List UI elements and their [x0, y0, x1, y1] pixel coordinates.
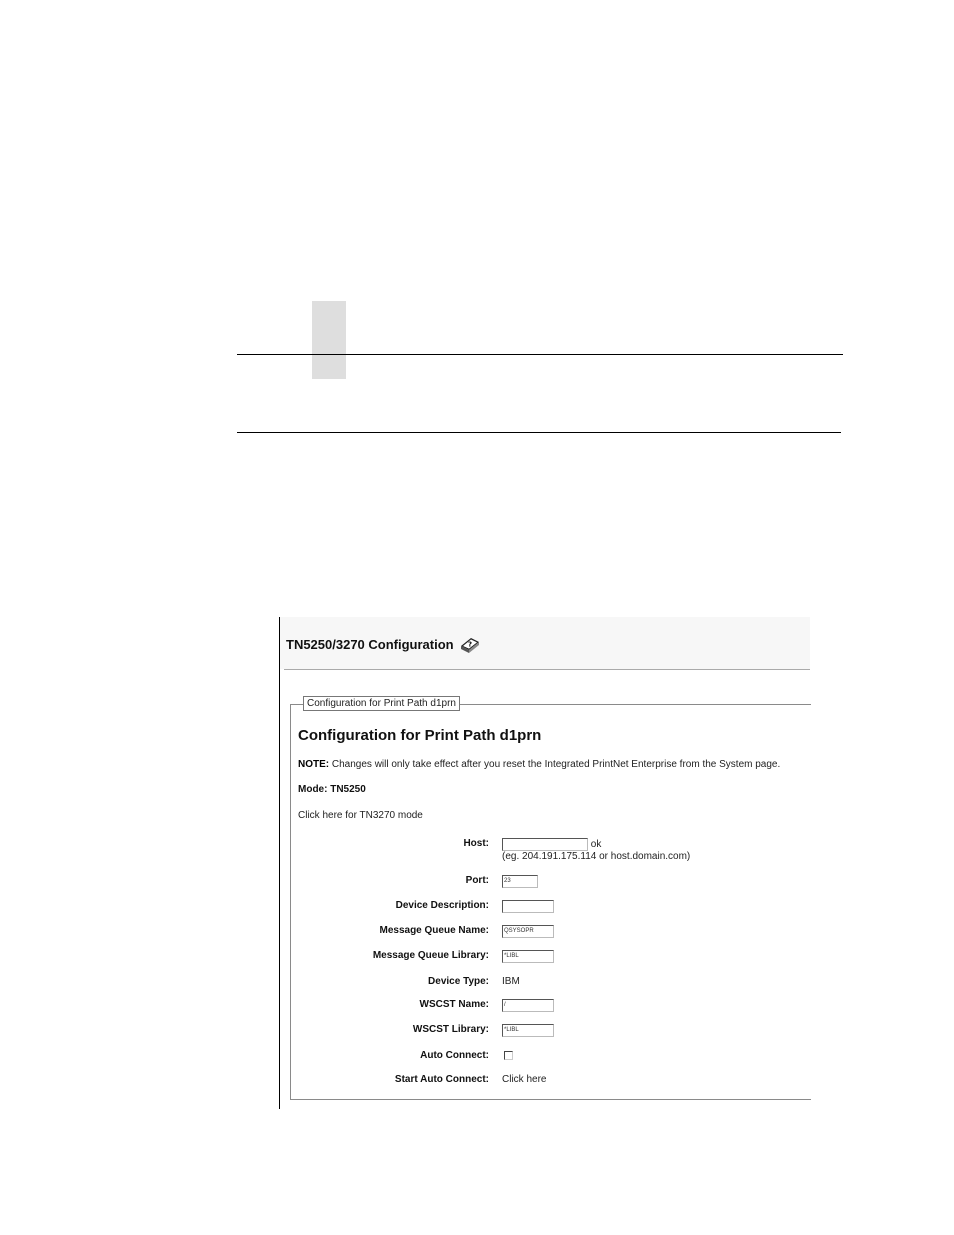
- start-auto-connect-link[interactable]: Click here: [502, 1074, 547, 1085]
- header-rule-bottom: [237, 432, 841, 433]
- config-title: Configuration for Print Path d1prn: [298, 727, 542, 744]
- screenshot-frame: [279, 617, 810, 1109]
- host-label: Host:: [463, 838, 489, 849]
- auto-connect-checkbox[interactable]: [504, 1051, 513, 1060]
- host-value: [502, 838, 601, 851]
- message-queue-name-label: Message Queue Name:: [379, 925, 489, 936]
- page-header: [280, 617, 810, 669]
- device-type-label: Device Type:: [428, 976, 489, 987]
- chapter-tab: [312, 301, 346, 379]
- note-label: NOTE:: [298, 759, 330, 770]
- wscst-name-input[interactable]: /: [502, 999, 554, 1012]
- header-divider: [284, 669, 810, 670]
- frame-left-border: [279, 617, 280, 1109]
- svg-text:?: ?: [467, 640, 472, 649]
- wscst-name-label: WSCST Name:: [419, 999, 489, 1010]
- header-rule-top: [237, 354, 843, 355]
- message-queue-library-input[interactable]: *LIBL: [502, 950, 554, 963]
- note-body: Changes will only take effect after you reset the Integrated PrintNet Enterprise from the System page.: [329, 759, 781, 770]
- device-type-value: IBM: [502, 976, 520, 987]
- wscst-library-label: WSCST Library:: [412, 1024, 489, 1035]
- wscst-library-input[interactable]: *LIBL: [502, 1024, 554, 1037]
- device-description-input[interactable]: [502, 900, 554, 913]
- message-queue-library-label: Message Queue Library:: [372, 950, 489, 961]
- message-queue-name-input[interactable]: QSYSOPR: [502, 925, 554, 938]
- device-description-label: Device Description:: [395, 900, 489, 911]
- port-label: Port:: [465, 875, 489, 886]
- fieldset-legend: Configuration for Print Path d1prn: [303, 696, 460, 711]
- page-heading: [286, 634, 481, 654]
- tn3270-mode-link[interactable]: Click here for TN3270 mode: [298, 810, 423, 821]
- port-input[interactable]: 23: [502, 875, 538, 888]
- start-auto-connect-label: Start Auto Connect:: [394, 1074, 489, 1085]
- page-title: TN5250/3270 Configuration: [286, 636, 454, 652]
- mode-text: Mode: TN5250: [298, 784, 366, 795]
- host-hint: (eg. 204.191.175.114 or host.domain.com): [502, 851, 691, 862]
- help-book-icon[interactable]: [459, 634, 481, 654]
- auto-connect-label: Auto Connect:: [420, 1050, 489, 1061]
- host-status: ok: [590, 839, 602, 851]
- note-text: [298, 759, 780, 770]
- host-input[interactable]: [502, 838, 588, 851]
